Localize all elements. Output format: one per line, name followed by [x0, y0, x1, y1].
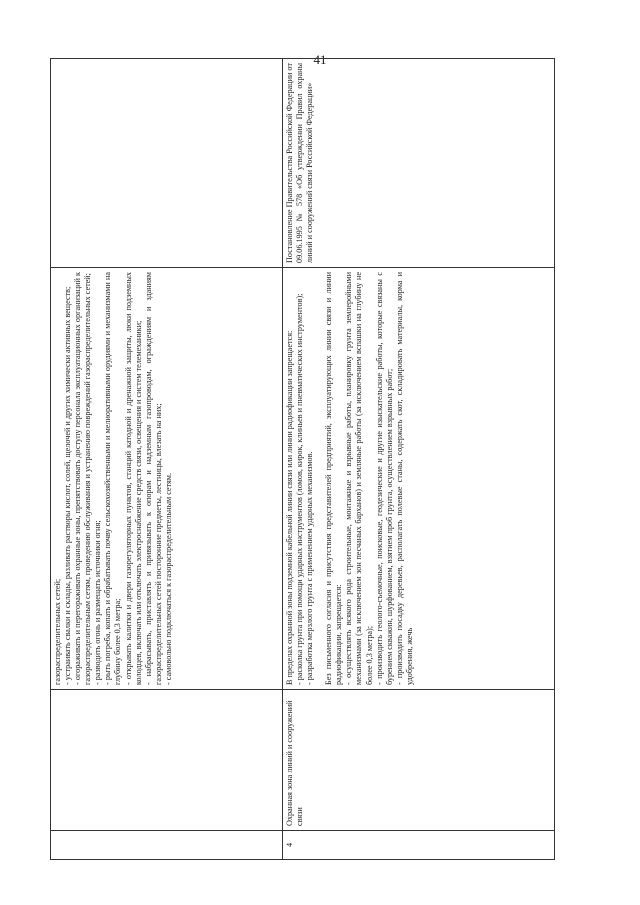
paragraph-spacer	[315, 272, 324, 685]
page-number: 41	[313, 52, 327, 67]
rule-text: - производить посадку деревьев, располагать полевые станы, содержать скот, складировать материалы, корма и удобрения, жечь	[394, 272, 414, 685]
rule-text: - устраивать свалки и склады, разливать растворы кислот, солей, щелочей и других химически активных веществ;	[63, 286, 73, 685]
row-number-cell: 4	[283, 831, 555, 860]
zone-name-cell	[51, 690, 283, 831]
rule-text: - расколка грунта при помощи ударных инструментов (ломов, кирок, клиньев и пневматических инструментов);	[295, 293, 305, 685]
rule-text: - осуществлять всякого рода строительные, монтажные и взрывные работы, планировку грунта землеройными механизмами (за исключением зон песчаных барханов) и земляные работы (за исключением вспашки на глубину не более 0,3 метра);	[344, 272, 374, 685]
rule-text: - производить геолого-съемочные, поисковые, геодезические и другие изыскательские работы, которые связаны с бурением скважин, шурфованием, взятием проб грунта, осуществлением взрывных работ;	[374, 272, 394, 685]
rules-cell	[283, 268, 555, 690]
rule-text: - разработка мерзлого грунта с применением ударных механизмов.	[305, 451, 315, 685]
row-number-cell	[51, 831, 283, 860]
rotated-page-content	[50, 63, 555, 860]
rule-text: В пределах охранной зоны подземной кабельной линии связи или линии радиофикации запрещается:	[285, 330, 294, 685]
rule-text: - набрасывать, приставлять и привязывать к опорам и надземным газопроводам, ограждениям и зданиям газораспределительных сетей посторонние предметы, лестницы, влезать на них;	[143, 272, 163, 685]
table-row	[283, 59, 555, 860]
rule-text: - самовольно подключаться к газораспределительным сетям.	[163, 472, 173, 685]
table-row	[51, 59, 283, 860]
rule-text: Без письменного согласия и присутствия представителей предприятий, эксплуатирующих линии связи и линии радиофикации, запрещается:	[324, 272, 344, 685]
rule-text: - открывать калитки и двери газорегуляторных пунктов, станций катодной и дренажной защиты, люки подземных колодцев, включать или отключать электроснабжение средств связи, освещения и систем телемеханики;	[123, 272, 143, 685]
rules-cell	[51, 268, 283, 690]
rotated-table-wrapper	[50, 63, 555, 860]
rule-text: - разводить огонь и размещать источники огня;	[93, 520, 103, 685]
legal-basis-cell	[283, 59, 555, 268]
rule-text: - рыть погреба, копать и обрабатывать почву сельскохозяйственными и мелиоративными орудиями и механизмами на глубину более 0,3 метра;	[103, 272, 123, 685]
zone-name-cell: Охранная зона линий и сооружений связи	[283, 690, 555, 831]
legal-basis-cell	[51, 59, 283, 268]
rule-text: газораспределительных сетей;	[53, 578, 62, 685]
rule-text: - огораживать и перегораживать охранные зоны, препятствовать доступу персонала эксплуатационных организаций к газораспределительным сетям, проведению обслуживания и устранению повреждений газораспределительных сетей;	[73, 272, 93, 685]
restrictions-table	[50, 58, 555, 860]
legal-basis-text: Постановление Правительства Российской Федерации от 09.06.1995 № 578 «Об утверждении Правил охраны линий и сооружений связи Российской Федерации»	[285, 63, 315, 263]
